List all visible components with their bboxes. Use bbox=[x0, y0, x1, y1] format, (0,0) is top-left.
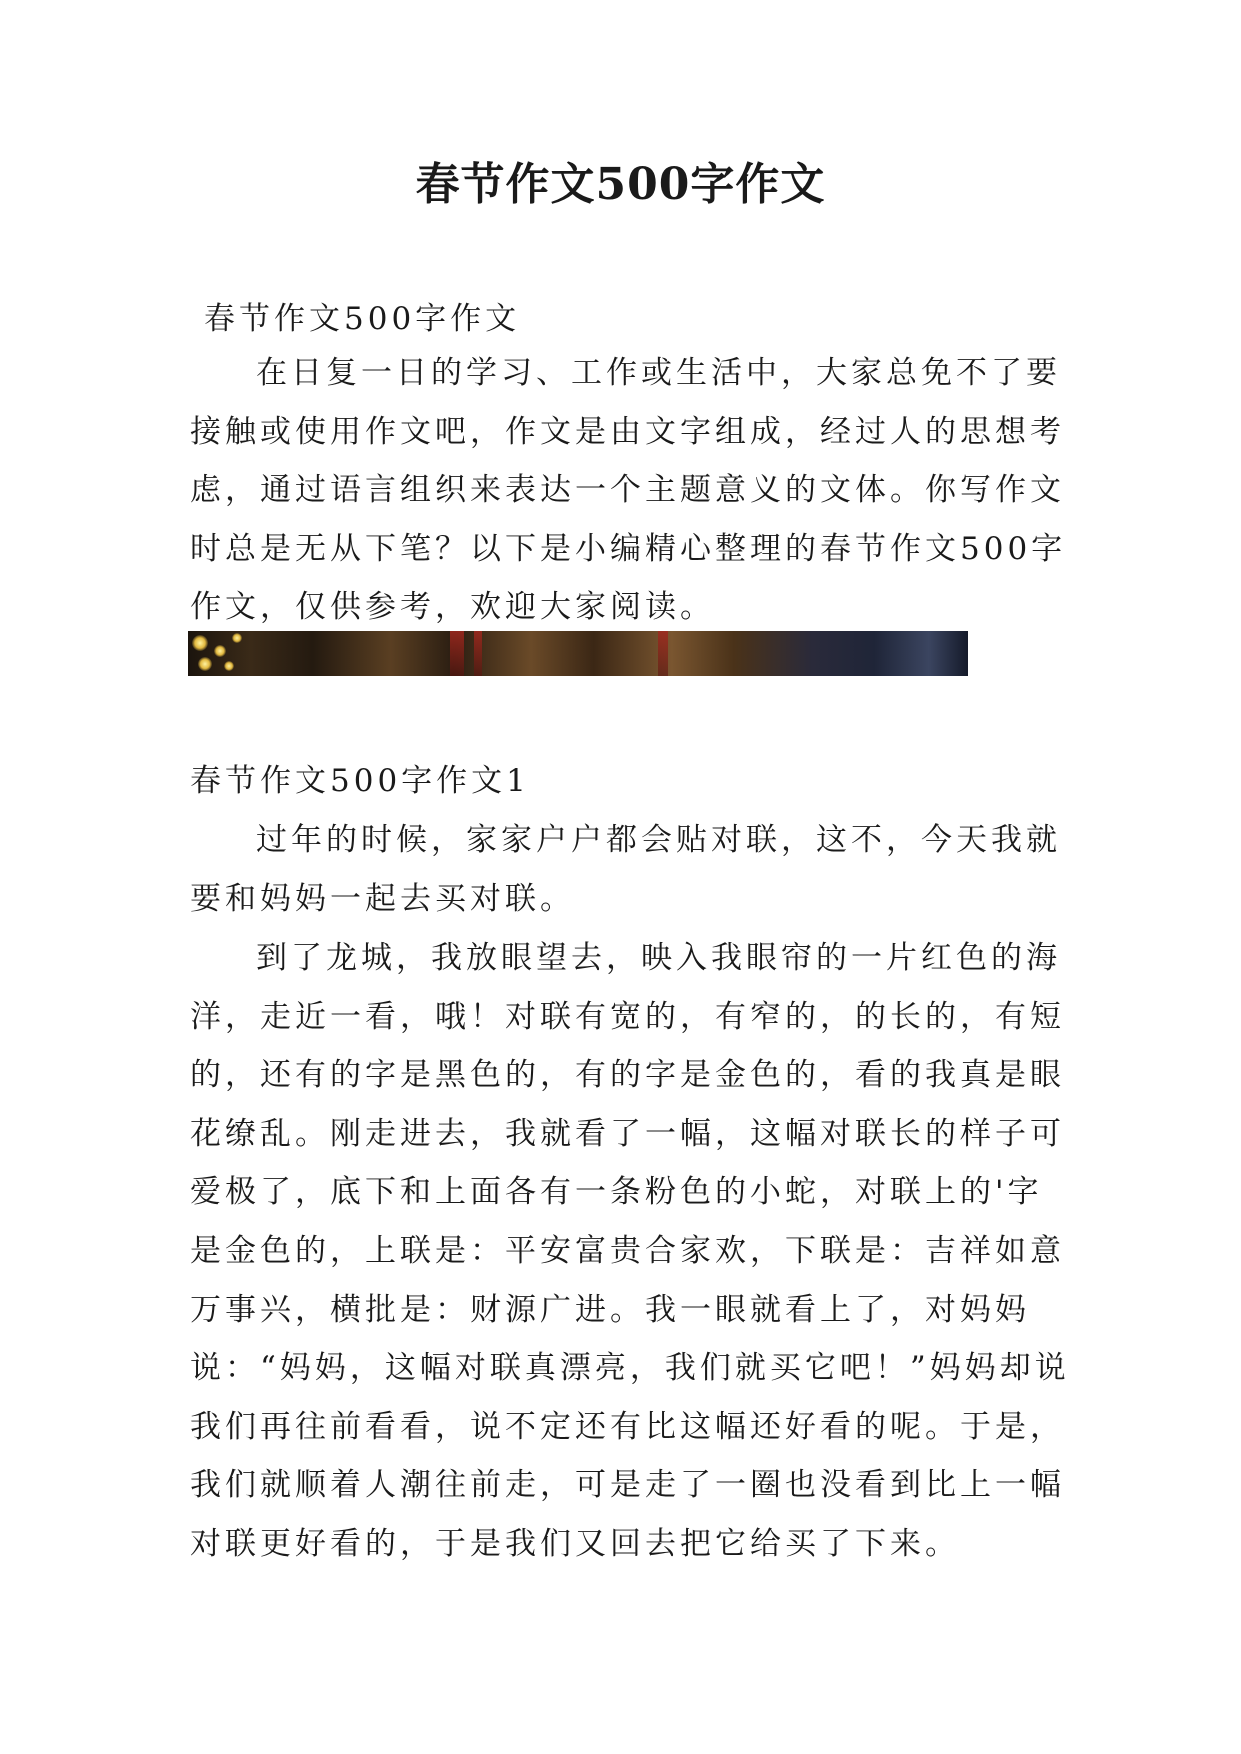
paragraph: 到了龙城，我放眼望去，映入我眼帘的一片红色的海洋，走近一看，哦！对联有宽的，有窄的，的长的，有短的，还有的字是黑色的，有的字是金色的，看的我真是眼花缭乱。刚走进去，我就看了一幅，这幅对联长的样子可爱极了，底下和上面各有一条粉色的小蛇，对联上的'字是金色的，上联是：平安富贵合家欢，下联是：吉祥如意万事兴，横批是：财源广进。我一眼就看上了，对妈妈说：“妈妈，这幅对联真漂亮，我们就买它吧！”妈妈却说我们再往前看看，说不定还有比这幅还好看的呢。于是，我们就顺着人潮往前走，可是走了一圈也没看到比上一幅对联更好看的，于是我们又回去把它给买了下来。 bbox=[190, 940, 1070, 1562]
festival-banner-image bbox=[188, 631, 968, 676]
section-heading: 春节作文500字作文1 bbox=[190, 763, 530, 799]
document-subtitle: 春节作文500字作文 bbox=[204, 301, 521, 337]
document-title: 春节作文500字作文 bbox=[415, 159, 826, 210]
paragraph: 过年的时候，家家户户都会贴对联，这不，今天我就要和妈妈一起去买对联。 bbox=[190, 822, 1061, 917]
intro-paragraph: 在日复一日的学习、工作或生活中，大家总免不了要接触或使用作文吧，作文是由文字组成，经过人的思想考虑，通过语言组织来表达一个主题意义的文体。你写作文时总是无从下笔？以下是小编精心整理的春节作文500字作文，仅供参考，欢迎大家阅读。 bbox=[190, 355, 1067, 626]
